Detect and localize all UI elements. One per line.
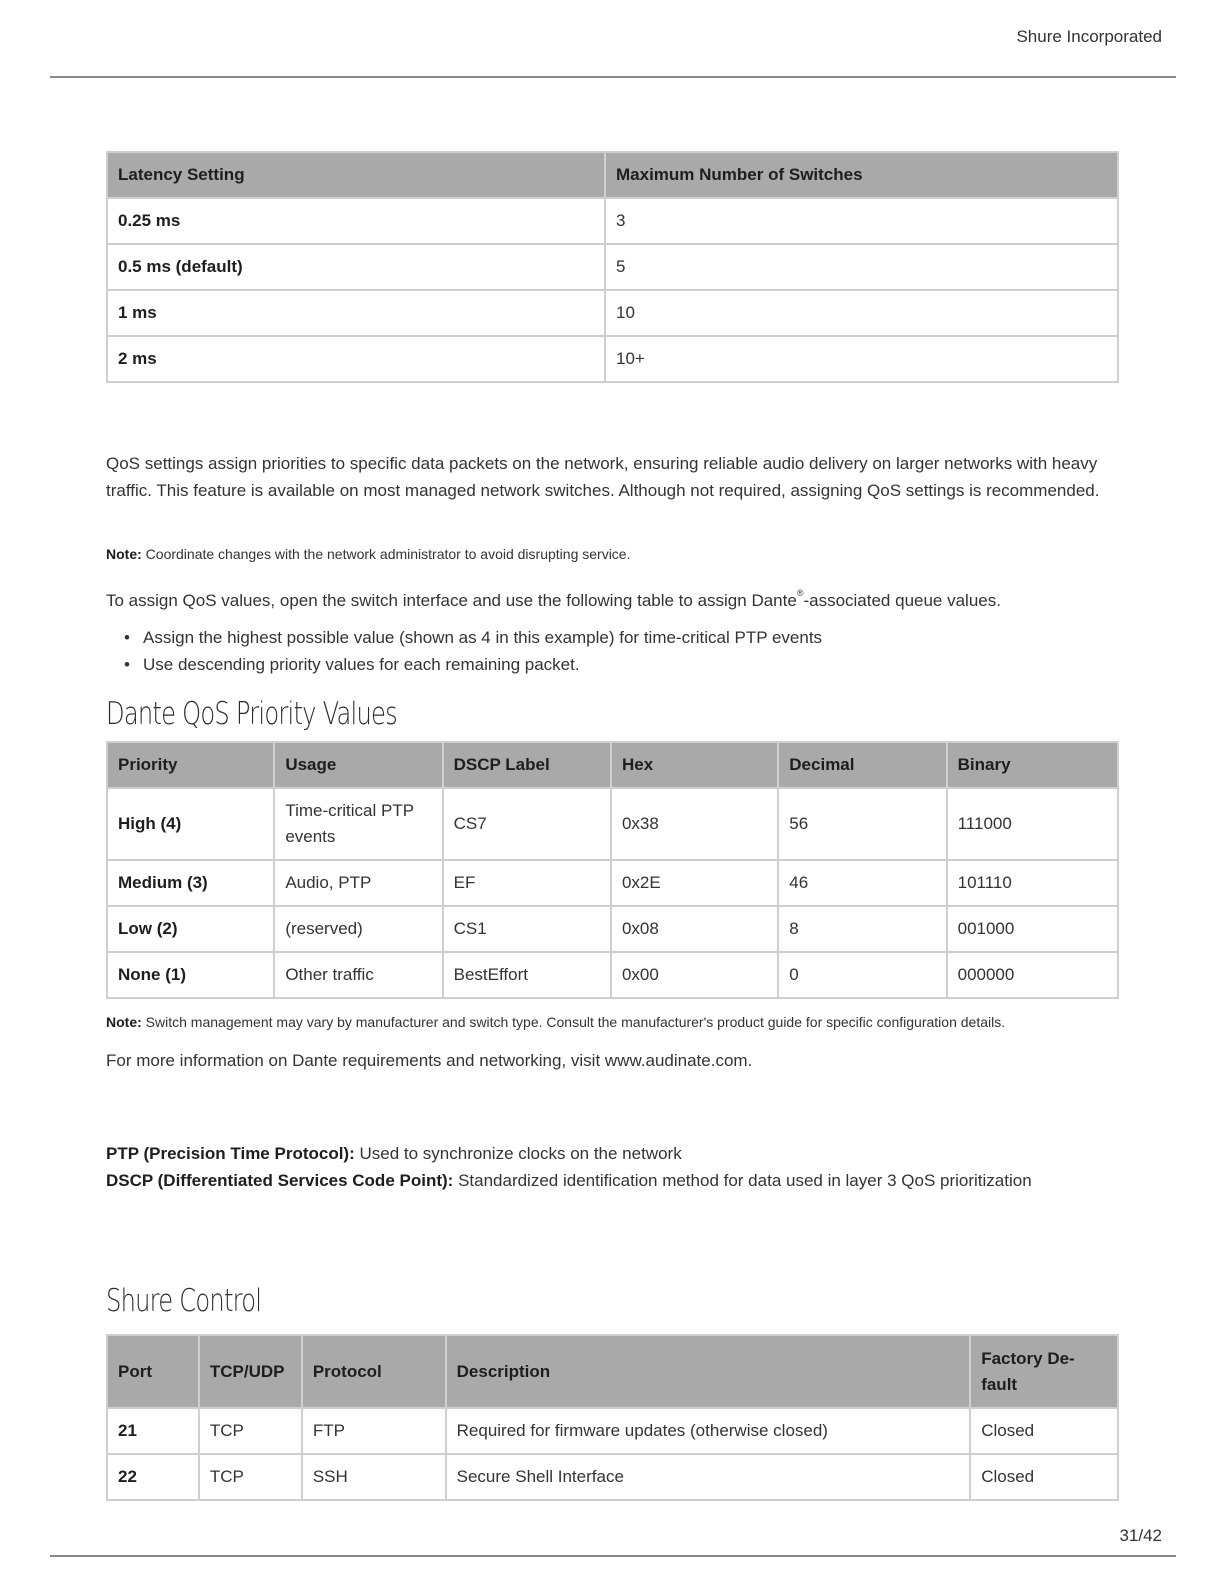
table-cell: 21	[107, 1408, 199, 1454]
table-cell: Closed	[970, 1454, 1118, 1500]
column-header: DSCP Label	[443, 742, 611, 788]
table-cell: BestEffort	[443, 952, 611, 998]
note-text: Coordinate changes with the network administrator to avoid disrupting service.	[145, 546, 631, 562]
table-cell: 0.25 ms	[107, 198, 605, 244]
section-title-shure-control: Shure Control	[106, 1283, 262, 1319]
table-header-row	[107, 1335, 1118, 1408]
bullet-list	[124, 624, 822, 678]
table-cell: CS1	[443, 906, 611, 952]
note-coordinate	[106, 546, 630, 562]
table-cell: Secure Shell Interface	[446, 1454, 971, 1500]
qos-intro-paragraph: QoS settings assign priorities to specific data packets on the network, ensuring reliable audio delivery on larger networks with heavy traffic. This feature is available on most managed network switches. Although not required, assigning QoS settings is recommended.	[106, 454, 1100, 500]
footer-rule	[50, 1555, 1176, 1557]
definition-term: DSCP (Differentiated Services Code Point):	[106, 1171, 454, 1190]
table-cell: High (4)	[107, 788, 274, 860]
table-cell: 56	[778, 788, 946, 860]
table-cell: 000000	[947, 952, 1118, 998]
note-text: Switch management may vary by manufacturer and switch type. Consult the manufacturer's product guide for specific configuration details.	[145, 1014, 1006, 1030]
table-row	[107, 1408, 1118, 1454]
table-cell: Required for firmware updates (otherwise closed)	[446, 1408, 971, 1454]
table-cell: 2 ms	[107, 336, 605, 382]
list-item: • Assign the highest possible value (shown as 4 in this example) for time-critical PTP events	[124, 624, 822, 651]
table-cell: 22	[107, 1454, 199, 1500]
table-row	[107, 860, 1118, 906]
table-cell: 10	[605, 290, 1118, 336]
table-cell: Medium (3)	[107, 860, 274, 906]
header-company: Shure Incorporated	[1016, 27, 1162, 46]
table-cell: (reserved)	[274, 906, 442, 952]
table-cell: 0x08	[611, 906, 778, 952]
table-row	[107, 336, 1118, 382]
column-header: Protocol	[302, 1335, 446, 1408]
table-cell: None (1)	[107, 952, 274, 998]
column-header: Port	[107, 1335, 199, 1408]
table-cell: 46	[778, 860, 946, 906]
table-cell: 0x00	[611, 952, 778, 998]
definition-text: Standardized identification method for data used in layer 3 QoS prioritization	[458, 1171, 1032, 1190]
latency-table	[106, 151, 1119, 383]
definition-dscp	[106, 1167, 1032, 1194]
table-header-row	[107, 152, 1118, 198]
assign-text-end: -associated queue values.	[803, 591, 1001, 610]
column-header: Binary	[947, 742, 1118, 788]
table-row	[107, 906, 1118, 952]
table-cell: EF	[443, 860, 611, 906]
table-cell: TCP	[199, 1454, 302, 1500]
table-cell: Audio, PTP	[274, 860, 442, 906]
table-cell: 101110	[947, 860, 1118, 906]
table-cell: 3	[605, 198, 1118, 244]
section-title-qos: Dante QoS Priority Values	[106, 696, 397, 732]
shure-control-table	[106, 1334, 1119, 1501]
column-header: Factory De-fault	[970, 1335, 1118, 1408]
table-cell: 5	[605, 244, 1118, 290]
definition-ptp	[106, 1140, 682, 1167]
table-cell: Closed	[970, 1408, 1118, 1454]
table-cell: 111000	[947, 788, 1118, 860]
table-row	[107, 1454, 1118, 1500]
table-cell: 0.5 ms (default)	[107, 244, 605, 290]
note-label: Note:	[106, 1014, 142, 1030]
table-row	[107, 952, 1118, 998]
page-number: 31/42	[1119, 1526, 1162, 1545]
column-header: Hex	[611, 742, 778, 788]
header-rule	[50, 76, 1176, 78]
table-row	[107, 244, 1118, 290]
table-cell: 0x38	[611, 788, 778, 860]
table-cell: 001000	[947, 906, 1118, 952]
column-header: Usage	[274, 742, 442, 788]
registered-mark: ®	[796, 588, 804, 598]
list-item: • Use descending priority values for each remaining packet.	[124, 651, 822, 678]
note-label: Note:	[106, 546, 142, 562]
column-header: Priority	[107, 742, 274, 788]
definition-text: Used to synchronize clocks on the network	[359, 1144, 682, 1163]
table-row	[107, 788, 1118, 860]
table-cell: 1 ms	[107, 290, 605, 336]
more-info-paragraph: For more information on Dante requirements and networking, visit www.audinate.com.	[106, 1051, 753, 1070]
table-cell: CS7	[443, 788, 611, 860]
table-header-row	[107, 742, 1118, 788]
table-cell: 10+	[605, 336, 1118, 382]
table-row	[107, 290, 1118, 336]
table-cell: FTP	[302, 1408, 446, 1454]
table-cell: 8	[778, 906, 946, 952]
table-cell: Low (2)	[107, 906, 274, 952]
assign-paragraph	[106, 580, 1116, 614]
table-cell: 0x2E	[611, 860, 778, 906]
column-header: Maximum Number of Switches	[605, 152, 1118, 198]
column-header: Description	[446, 1335, 971, 1408]
table-cell: 0	[778, 952, 946, 998]
table-cell: Time-critical PTP events	[274, 788, 442, 860]
table-row	[107, 198, 1118, 244]
table-cell: TCP	[199, 1408, 302, 1454]
table-cell: Other traffic	[274, 952, 442, 998]
column-header: TCP/UDP	[199, 1335, 302, 1408]
definition-term: PTP (Precision Time Protocol):	[106, 1144, 355, 1163]
column-header: Decimal	[778, 742, 946, 788]
assign-text: To assign QoS values, open the switch interface and use the following table to assign Dante	[106, 591, 797, 610]
qos-priority-table	[106, 741, 1119, 999]
table-cell: SSH	[302, 1454, 446, 1500]
note-switch-management	[106, 1014, 1005, 1030]
column-header: Latency Setting	[107, 152, 605, 198]
